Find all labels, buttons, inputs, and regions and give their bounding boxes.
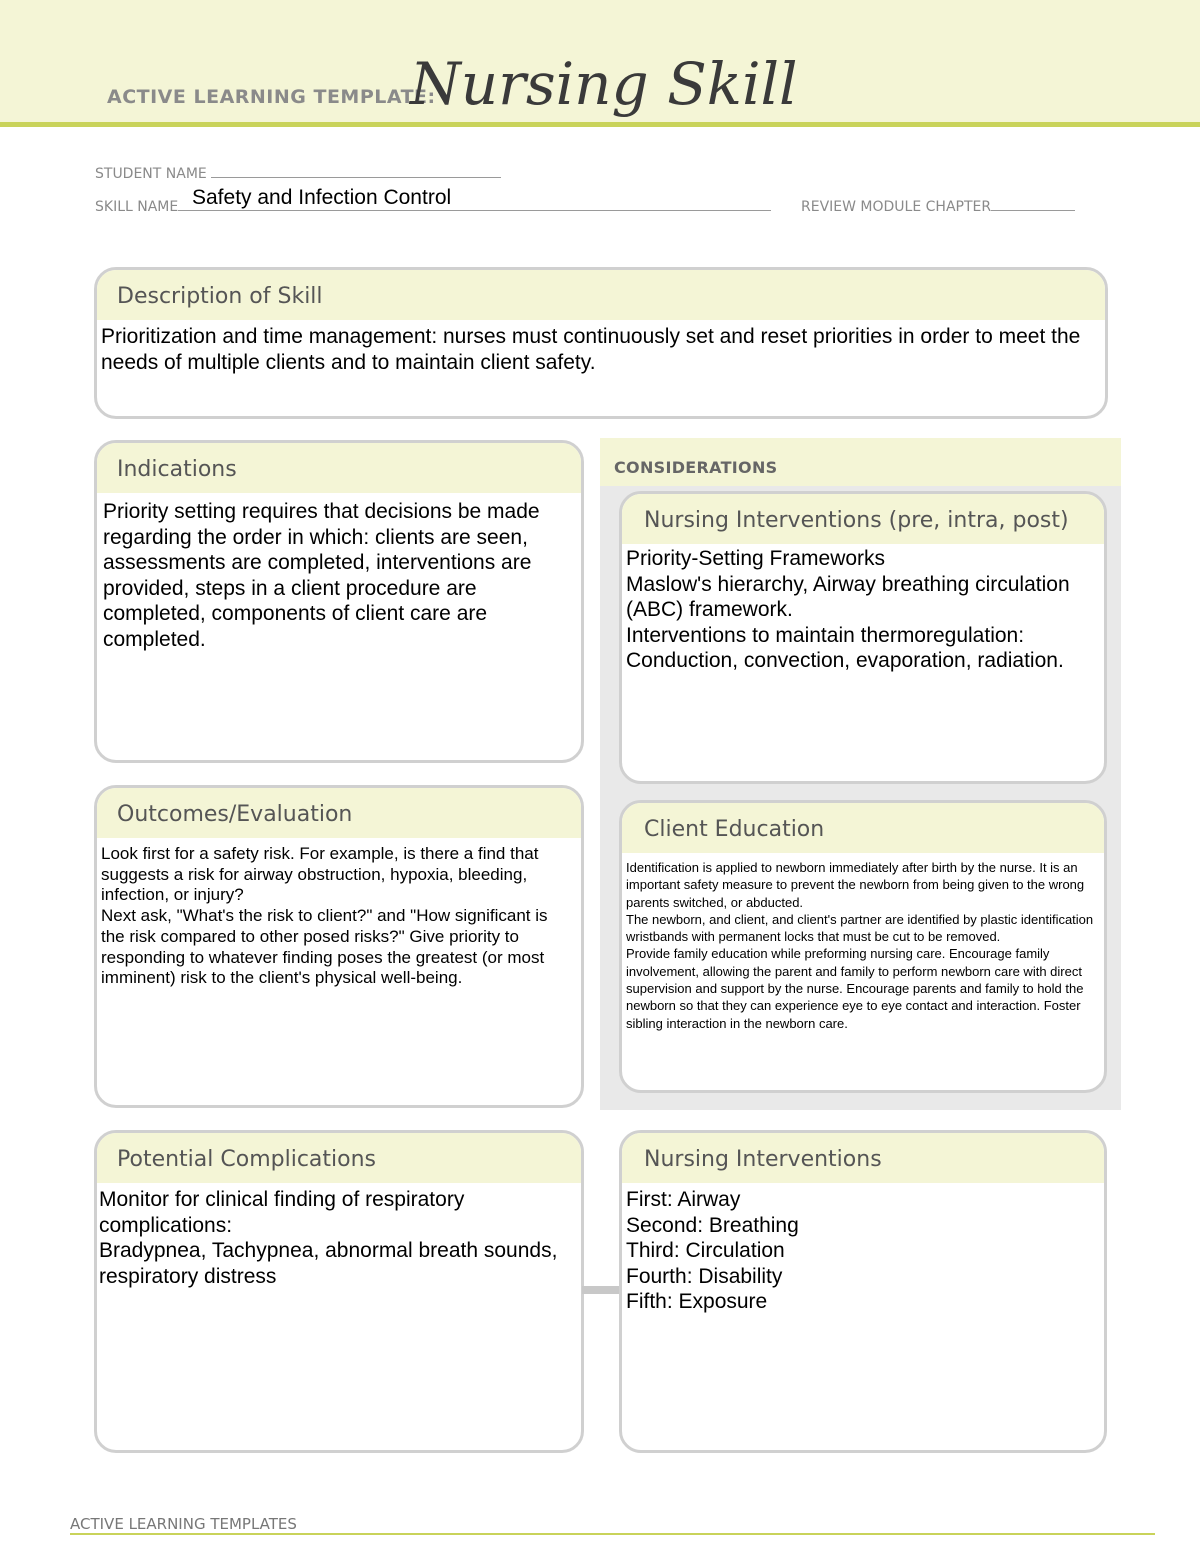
complications-line: Bradypnea, Tachypnea, abnormal breath sounds, respiratory distress [99,1239,558,1288]
outcomes-line: Next ask, "What's the risk to client?" and "How significant is the risk compared to other posed risks?" Give priority to responding to whatever finding poses the greatest (or most imminent) risk to the client's physical well-being. [101,906,548,988]
client-education-text[interactable] [622,853,1104,1032]
intervention-line: Fourth: Disability [626,1264,783,1288]
ppp-line: Interventions to maintain thermoregulation: Conduction, convection, evaporation, radiation. [626,623,1064,673]
review-module-label: REVIEW MODULE CHAPTER [801,199,992,215]
skill-name-line[interactable] [178,210,771,211]
intervention-line: Third: Circulation [626,1239,785,1263]
complications-line: Monitor for clinical finding of respiratory complications: [99,1188,465,1237]
nursing-interventions-ppp-box [619,491,1107,784]
complications-text[interactable] [97,1183,581,1289]
skill-name-value[interactable]: Safety and Infection Control [192,186,452,209]
nursing-interventions-box [619,1130,1107,1453]
template-label: ACTIVE LEARNING TEMPLATE: [107,86,436,108]
indications-heading: Indications [97,443,581,493]
nursing-interventions-ppp-text[interactable] [622,544,1104,674]
description-box [94,267,1108,419]
header-rule [0,122,1200,127]
outcomes-heading: Outcomes/Evaluation [97,788,581,838]
outcomes-line: Look first for a safety risk. For example, is there a find that suggests a risk for airway obstruction, hypoxia, bleeding, infection, or injury? [101,844,539,905]
skill-name-label: SKILL NAME [95,199,179,215]
education-line: The newborn, and client, and client's partner are identified by plastic identification wristbands with permanent locks that must be cut to be removed. [626,911,1094,945]
nursing-interventions-text[interactable] [622,1183,1104,1315]
review-module-field[interactable] [801,199,1075,215]
intervention-line: First: Airway [626,1188,741,1211]
outcomes-box [94,785,584,1108]
client-education-heading: Client Education [622,803,1104,853]
student-name-label: STUDENT NAME [95,166,207,182]
nursing-interventions-ppp-heading: Nursing Interventions (pre, intra, post) [622,494,1104,544]
indications-text[interactable]: Priority setting requires that decisions be made regarding the order in which: clients are seen, assessments are completed, interventions are provided, steps in a client procedure are completed, components of client care are completed. [103,500,540,652]
indications-box [94,440,584,763]
considerations-label: CONSIDERATIONS [614,458,778,477]
education-line: Provide family education while preforming nursing care. Encourage family involvement, allowing the parent and family to perform newborn care with direct supervision and support by the nurse. Encourage parents and family to hold the newborn so that they can experience eye to eye contact and interaction. Foster sibling interaction in the newborn care. [626,946,1084,1031]
box-connector [582,1286,620,1294]
student-name-line[interactable] [211,177,501,178]
template-title: Nursing Skill [410,50,798,118]
description-text[interactable]: Prioritization and time management: nurses must continuously set and reset priorities in order to meet the needs of multiple clients and to maintain client safety. [101,325,1081,374]
intervention-line: Fifth: Exposure [626,1290,768,1314]
complications-heading: Potential Complications [97,1133,581,1183]
nursing-interventions-heading: Nursing Interventions [622,1133,1104,1183]
ppp-line: Priority-Setting Frameworks [626,547,886,570]
description-heading: Description of Skill [97,270,1105,320]
footer-label: ACTIVE LEARNING TEMPLATES [70,1515,297,1533]
student-name-field[interactable] [95,166,501,182]
review-module-line[interactable] [991,210,1075,211]
outcomes-text[interactable] [97,838,581,989]
complications-box [94,1130,584,1453]
ppp-line: Maslow's hierarchy, Airway breathing circulation (ABC) framework. [626,572,1070,622]
intervention-line: Second: Breathing [626,1213,799,1237]
footer-rule [70,1533,1155,1535]
client-education-box [619,800,1107,1093]
education-line: Identification is applied to newborn immediately after birth by the nurse. It is an important safety measure to prevent the newborn from being given to the wrong parents switched, or abducted. [626,860,1085,910]
